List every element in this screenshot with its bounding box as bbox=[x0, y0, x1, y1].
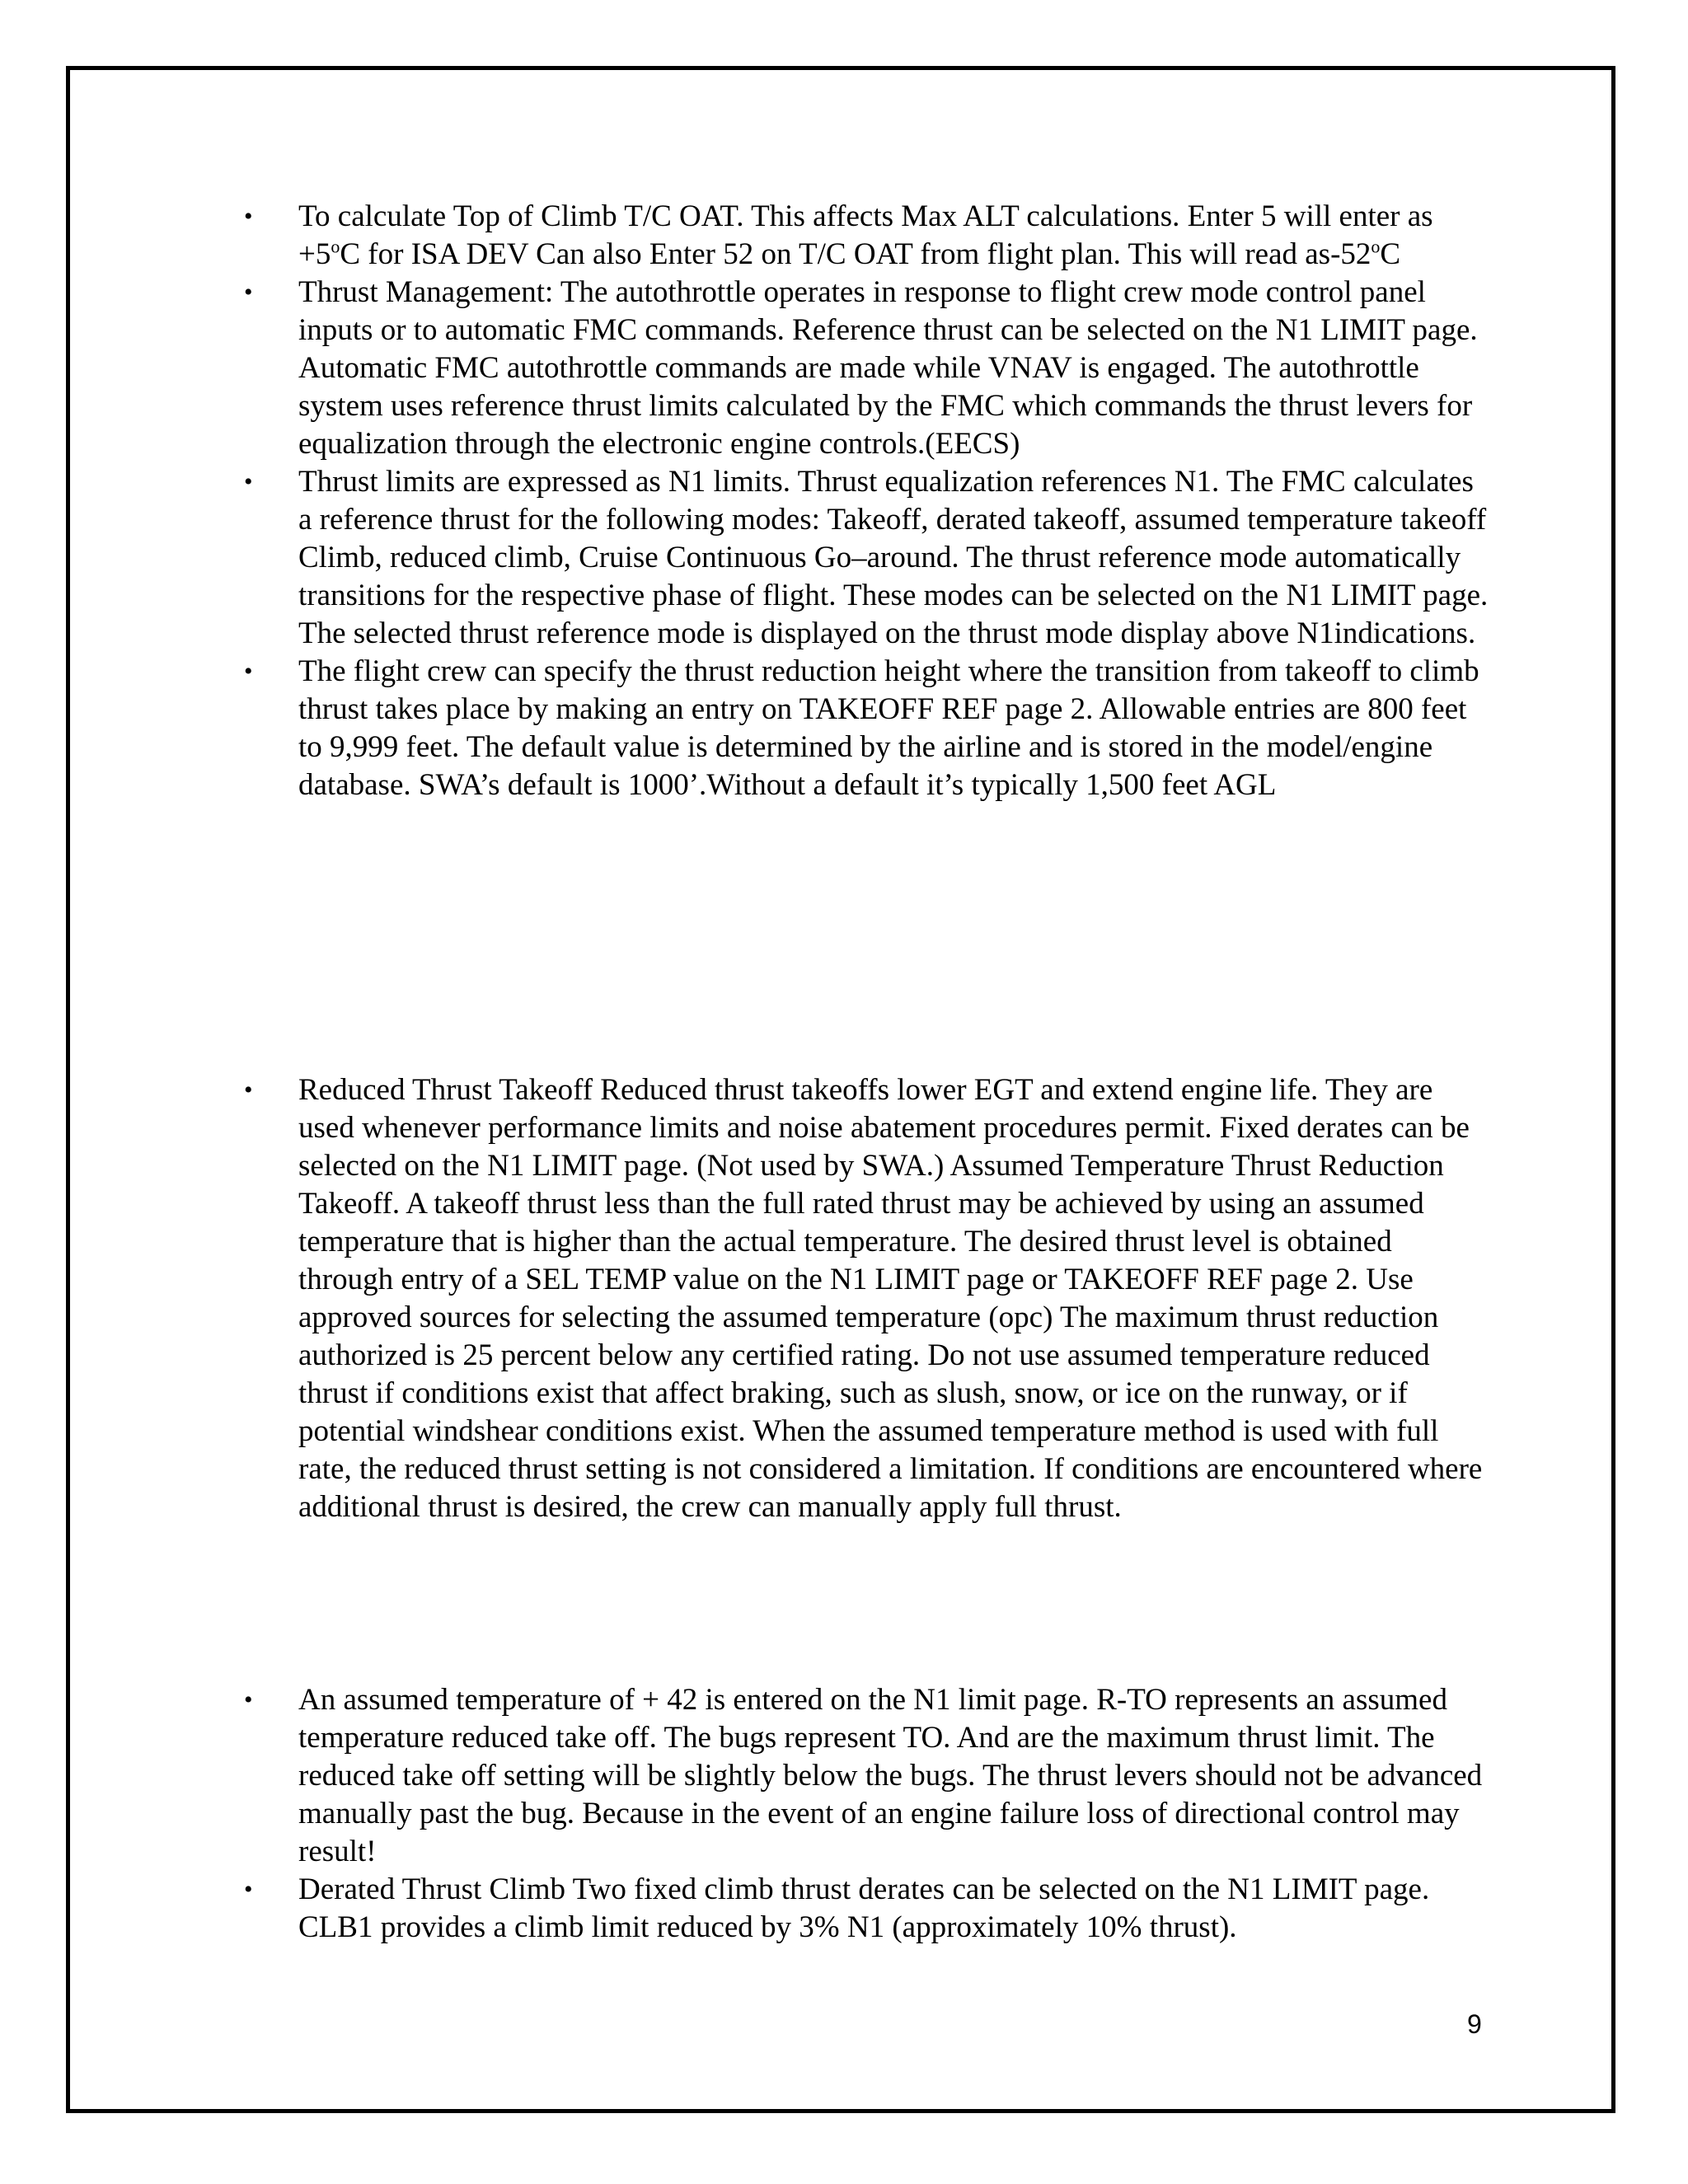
bullet-text: Thrust limits are expressed as N1 limits. Thrust equalization references N1. The FMC calculates a reference thrust for the following modes: Takeoff, derated takeoff, assumed temperature takeoff Climb, reduced climb, Cruise Continuous Go–around. The thrust reference mode automatically transitions for the respective phase of flight. These modes can be selected on the N1 LIMIT page. The selected thrust reference mode is displayed on the thrust mode display above N1indications. bbox=[298, 465, 1489, 650]
bullet-icon: • bbox=[244, 658, 253, 685]
bullet-list-top bbox=[239, 198, 1492, 804]
bullet-item-reduced-thrust-takeoff bbox=[239, 1071, 1492, 1526]
bullet-icon: • bbox=[244, 1876, 253, 1903]
bullet-item-derated-climb bbox=[239, 1871, 1492, 1947]
bullet-text: An assumed temperature of + 42 is entered on the N1 limit page. R-TO represents an assumed temperature reduced take off. The bugs represent TO. And are the maximum thrust limit. The reduced take off setting will be slightly below the bugs. The thrust levers should not be advanced manually past the bug. Because in the event of an engine failure loss of directional control may result! bbox=[298, 1683, 1483, 1868]
bullet-text: Derated Thrust Climb Two fixed climb thrust derates can be selected on the N1 LIMIT page. CLB1 provides a climb limit reduced by 3% N1 (approximately 10% thrust). bbox=[298, 1872, 1430, 1944]
bullet-text: Reduced Thrust Takeoff Reduced thrust takeoffs lower EGT and extend engine life. They are used whenever performance limits and noise abatement procedures permit. Fixed derates can be selected on the N1 LIMIT page. (Not used by SWA.) Assumed Temperature Thrust Reduction Takeoff. A takeoff thrust less than the full rated thrust may be achieved by using an assumed temperature that is higher than the actual temperature. The desired thrust level is obtained through entry of a SEL TEMP value on the N1 LIMIT page or TAKEOFF REF page 2. Use approved sources for selecting the assumed temperature (opc) The maximum thrust reduction authorized is 25 percent below any certified rating. Do not use assumed temperature reduced thrust if conditions exist that affect braking, such as slush, snow, or ice on the runway, or if potential windshear conditions exist. When the assumed temperature method is used with full rate, the reduced thrust setting is not considered a limitation. If conditions are encountered where additional thrust is desired, the crew can manually apply full thrust. bbox=[298, 1073, 1483, 1524]
bullet-icon: • bbox=[244, 1686, 253, 1713]
page-number: 9 bbox=[1467, 2009, 1482, 2039]
bullet-item-thrust-limits bbox=[239, 463, 1492, 653]
bullet-icon: • bbox=[244, 203, 253, 230]
bullet-text: Thrust Management: The autothrottle operates in response to flight crew mode control panel inputs or to automatic FMC commands. Reference thrust can be selected on the N1 LIMIT page. Automatic FMC autothrottle commands are made while VNAV is engaged. The autothrottle system uses reference thrust limits calculated by the FMC which commands the thrust levers for equalization through the electronic engine controls.(EECS) bbox=[298, 275, 1478, 461]
bullet-list-middle bbox=[239, 1071, 1492, 1526]
bullet-item-thrust-management bbox=[239, 274, 1492, 463]
bullet-icon: • bbox=[244, 279, 253, 306]
bullet-text: C bbox=[1380, 237, 1401, 271]
bullet-item-toc-oat bbox=[239, 198, 1492, 274]
degree-superscript: o bbox=[331, 236, 340, 257]
degree-superscript: o bbox=[1371, 236, 1381, 257]
bullet-item-thrust-reduction-height bbox=[239, 653, 1492, 804]
bullet-text: C for ISA DEV Can also Enter 52 on T/C OAT from flight plan. This will read as-52 bbox=[340, 237, 1372, 271]
bullet-item-assumed-temperature bbox=[239, 1681, 1492, 1871]
bullet-text: The flight crew can specify the thrust reduction height where the transition from takeoff to climb thrust takes place by making an entry on TAKEOFF REF page 2. Allowable entries are 800 feet to 9,999 feet. The default value is determined by the airline and is stored in the model/engine database. SWA’s default is 1000’.Without a default it’s typically 1,500 feet AGL bbox=[298, 654, 1479, 802]
bullet-icon: • bbox=[244, 468, 253, 495]
bullet-list-bottom bbox=[239, 1681, 1492, 1947]
bullet-icon: • bbox=[244, 1076, 253, 1104]
bullet-text: To calculate Top of Climb T/C OAT. This affects Max ALT calculations. Enter 5 will enter as +5 bbox=[298, 199, 1433, 271]
